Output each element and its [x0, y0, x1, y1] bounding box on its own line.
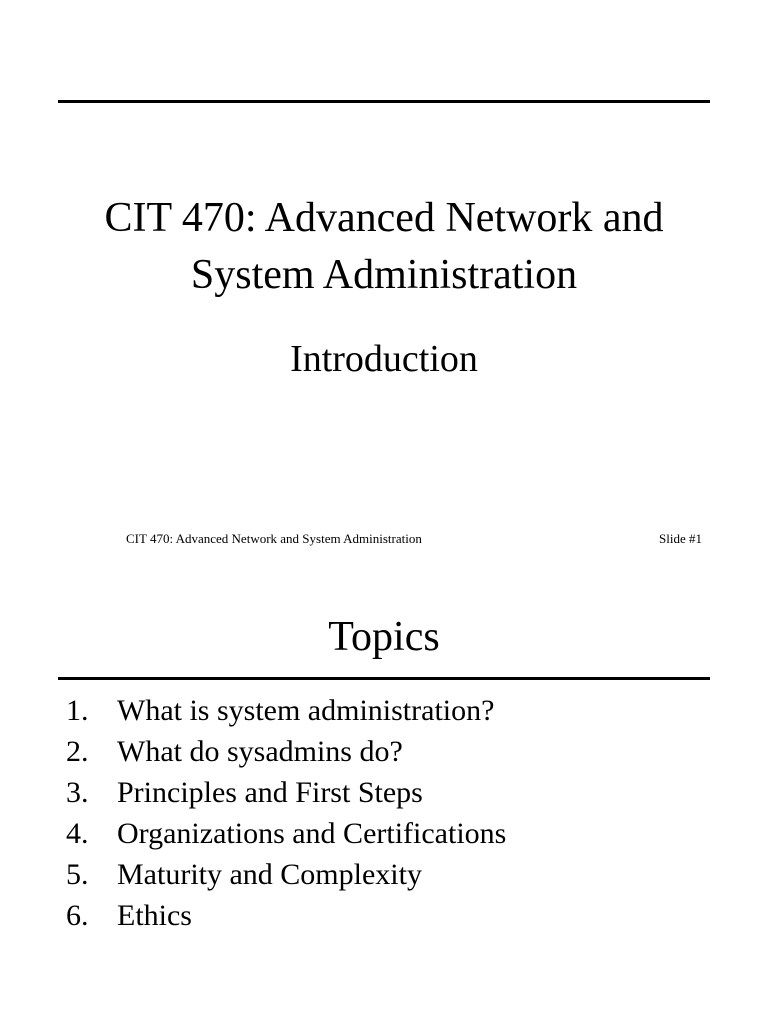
- topic-list: [66, 690, 506, 936]
- topic-item: [66, 772, 506, 813]
- slide-footer-number: Slide #1: [659, 531, 702, 546]
- topic-text: What is system administration?: [117, 694, 495, 727]
- topic-number: 6.: [66, 899, 89, 932]
- slide-title: [0, 190, 768, 304]
- topic-item: [66, 813, 506, 854]
- slide-subtitle: Introduction: [290, 338, 478, 380]
- topic-number: 5.: [66, 858, 89, 891]
- slide-footer-course: CIT 470: Advanced Network and System Administration: [126, 531, 422, 546]
- topic-number: 2.: [66, 735, 89, 768]
- topic-number: 3.: [66, 776, 89, 809]
- topic-text: What do sysadmins do?: [117, 735, 403, 768]
- topic-number: 4.: [66, 817, 89, 850]
- topic-item: [66, 690, 506, 731]
- topic-item: [66, 854, 506, 895]
- topic-number: 1.: [66, 694, 89, 727]
- topic-text: Ethics: [117, 899, 192, 932]
- top-divider: [58, 100, 710, 103]
- slide-title-line-1: CIT 470: Advanced Network and: [104, 195, 664, 241]
- topics-divider: [58, 677, 710, 680]
- topic-text: Principles and First Steps: [117, 776, 423, 809]
- topic-item: [66, 895, 506, 936]
- topic-item: [66, 731, 506, 772]
- topics-heading: Topics: [328, 614, 440, 660]
- topic-text: Organizations and Certifications: [117, 817, 507, 850]
- slide-title-line-2: System Administration: [190, 252, 578, 298]
- topic-text: Maturity and Complexity: [117, 858, 422, 891]
